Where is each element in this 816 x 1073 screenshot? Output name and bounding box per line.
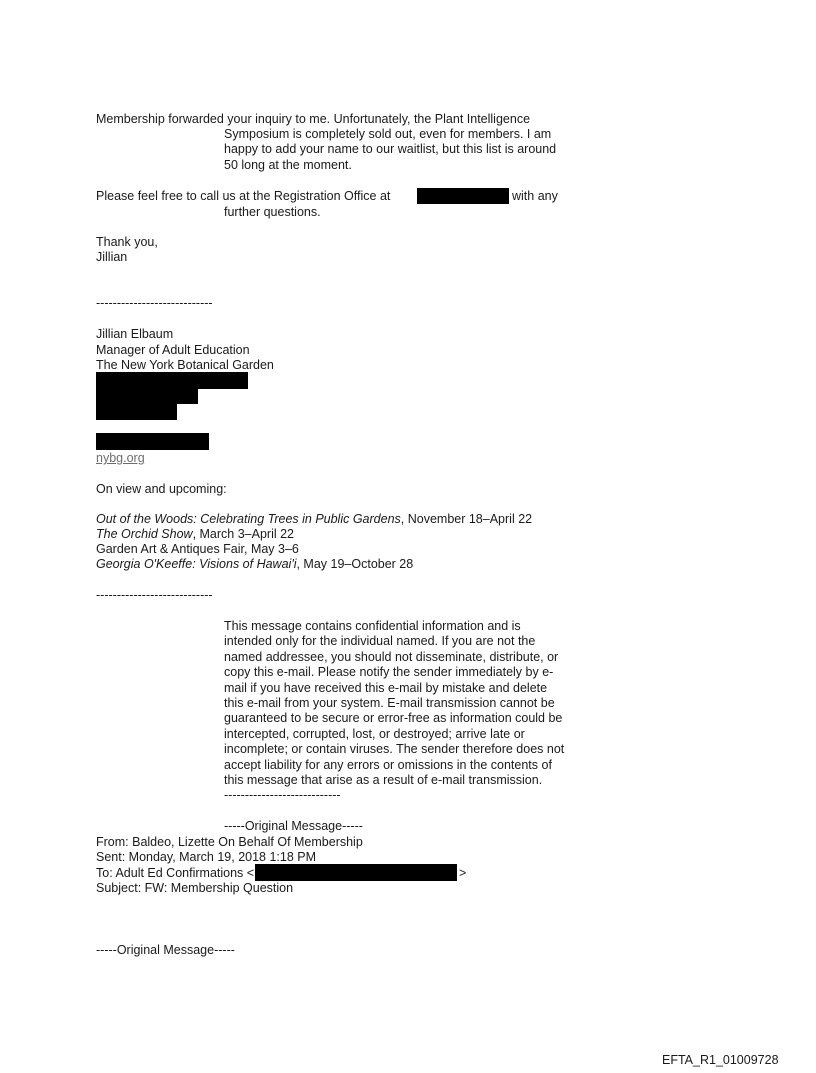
closing-text: Thank you, bbox=[96, 235, 158, 249]
body-para1-line3: happy to add your name to our waitlist, but this list is around bbox=[224, 142, 557, 156]
signature-name: Jillian Elbaum bbox=[96, 327, 174, 341]
redacted-address-line1 bbox=[96, 372, 248, 389]
disclaimer-line: intercepted, corrupted, lost, or destroyed; arrive late or bbox=[224, 727, 525, 741]
body-para2-prefix: Please feel free to call us at the Registration Office at bbox=[96, 189, 391, 203]
header-to-prefix: To: Adult Ed Confirmations < bbox=[96, 866, 255, 880]
redacted-email-address bbox=[255, 864, 457, 881]
event-item: Georgia O'Keeffe: Visions of Hawai'i, May 19–October 28 bbox=[96, 557, 414, 571]
original-message-marker: -----Original Message----- bbox=[224, 819, 363, 833]
disclaimer-line: guaranteed to be secure or error-free as information could be bbox=[224, 711, 563, 725]
event-item: Out of the Woods: Celebrating Trees in Public Gardens, November 18–April 22 bbox=[96, 512, 533, 526]
signature-divider: ---------------------------- bbox=[96, 296, 213, 310]
body-para2-suffix: with any bbox=[512, 189, 558, 203]
disclaimer-line: this e-mail from your system. E-mail transmission cannot be bbox=[224, 696, 555, 710]
disclaimer-line: named addressee, you should not disseminate, distribute, or bbox=[224, 650, 559, 664]
redacted-contact bbox=[96, 433, 209, 450]
disclaimer-line: This message contains confidential information and is bbox=[224, 619, 521, 633]
signature-title: Manager of Adult Education bbox=[96, 343, 250, 357]
event-item: Garden Art & Antiques Fair, May 3–6 bbox=[96, 542, 299, 556]
sender-first-name: Jillian bbox=[96, 250, 128, 264]
event-item: The Orchid Show, March 3–April 22 bbox=[96, 527, 295, 541]
redacted-address-line3 bbox=[96, 404, 177, 420]
signature-org: The New York Botanical Garden bbox=[96, 358, 274, 372]
disclaimer-line: incomplete; or contain viruses. The sender therefore does not bbox=[224, 742, 565, 756]
original-message-marker-2: -----Original Message----- bbox=[96, 943, 235, 957]
signature-divider-2: ---------------------------- bbox=[96, 588, 213, 602]
body-para1-line2: Symposium is completely sold out, even for members. I am bbox=[224, 127, 552, 141]
disclaimer-line: this message that arise as a result of e-mail transmission. bbox=[224, 773, 543, 787]
disclaimer-line: accept liability for any errors or omissions in the contents of bbox=[224, 758, 552, 772]
disclaimer-line: copy this e-mail. Please notify the sender immediately by e- bbox=[224, 665, 554, 679]
document-id: EFTA_R1_01009728 bbox=[662, 1053, 779, 1067]
body-para2-line2: further questions. bbox=[224, 205, 321, 219]
header-subject: Subject: FW: Membership Question bbox=[96, 881, 294, 895]
redacted-phone bbox=[417, 188, 509, 204]
redacted-address-line2 bbox=[96, 389, 198, 404]
body-para1-line1: Membership forwarded your inquiry to me. Unfortunately, the Plant Intelligence bbox=[96, 112, 531, 126]
disclaimer-line: intended only for the individual named. If you are not the bbox=[224, 634, 536, 648]
body-para1-line4: 50 long at the moment. bbox=[224, 158, 352, 172]
disclaimer-divider: ---------------------------- bbox=[224, 788, 341, 802]
header-sent: Sent: Monday, March 19, 2018 1:18 PM bbox=[96, 850, 317, 864]
disclaimer-line: mail if you have received this e-mail by mistake and delete bbox=[224, 681, 548, 695]
on-view-heading: On view and upcoming: bbox=[96, 482, 227, 496]
header-from: From: Baldeo, Lizette On Behalf Of Membership bbox=[96, 835, 363, 849]
website-link[interactable]: nybg.org bbox=[96, 451, 145, 465]
header-to-suffix: > bbox=[459, 866, 467, 880]
